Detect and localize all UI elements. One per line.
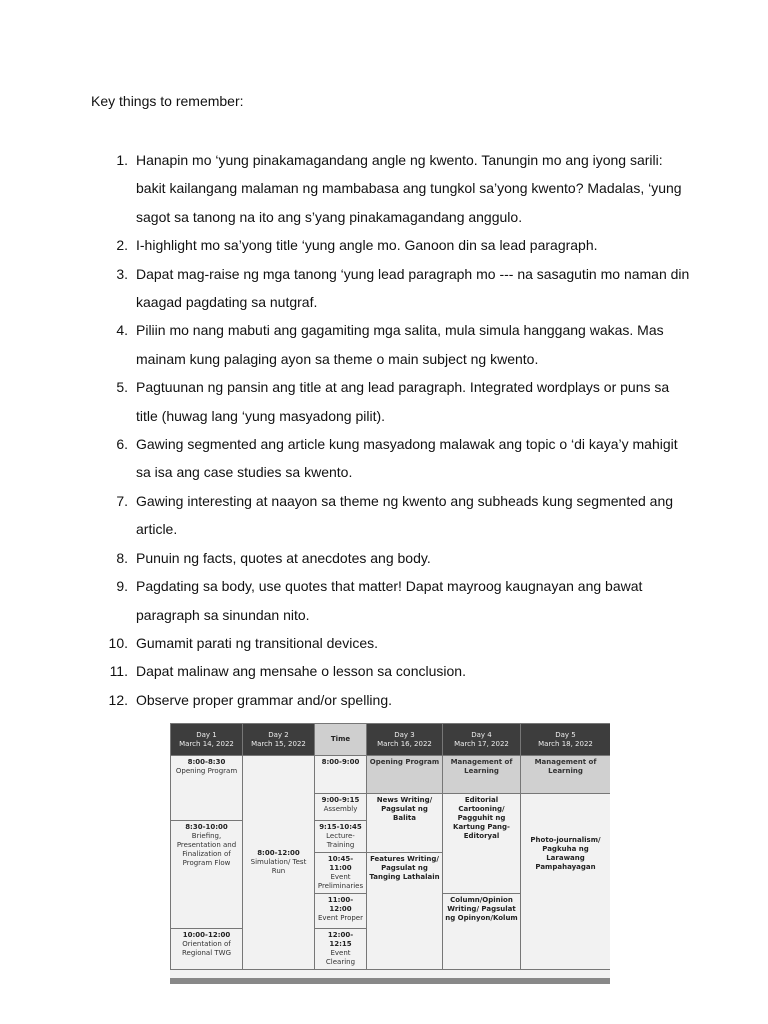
tip-item — [90, 146, 690, 231]
day5-management-cell: Management of Learning — [521, 756, 611, 794]
schedule-header-row — [171, 724, 611, 756]
tip-text-line: bakit kailangang malaman ng mambabasa ang tungkol sa’yong kwento? Madalas, ‘yung — [136, 180, 682, 197]
header-time: Time — [315, 724, 367, 756]
header-day4: Day 4 March 17, 2022 — [443, 724, 521, 756]
tip-item — [90, 629, 690, 657]
tip-text-line: paragraph sa sinundan nito. — [136, 606, 310, 623]
tip-text-line: article. — [136, 521, 178, 538]
tip-number: 11. — [109, 663, 128, 680]
time-cell: 11:00-12:00 Event Proper — [315, 894, 367, 929]
tip-text-line: Gumamit parati ng transitional devices. — [136, 634, 378, 651]
tip-text-line: sa isa ang case studies sa kwento. — [136, 464, 353, 481]
tip-text-line: Gawing segmented ang article kung masyadong malawak ang topic o ‘di kaya’y mahigit — [136, 436, 678, 453]
day1-briefing-cell: 8:30-10:00 Briefing, Presentation and Finalization of Program Flow — [171, 821, 243, 929]
header-day2: Day 2 March 15, 2022 — [243, 724, 315, 756]
tip-text-line: Pagdating sa body, use quotes that matter! Dapat mayroog kaugnayan ang bawat — [136, 578, 643, 595]
tip-text-line: title (huwag lang ‘yung masyadong pilit). — [136, 407, 386, 424]
day3-features-cell: Features Writing/ Pagsulat ng Tanging Lathalain — [367, 853, 443, 970]
header-day5: Day 5 March 18, 2022 — [521, 724, 611, 756]
tip-number: 12. — [108, 691, 128, 708]
tip-text-line: Piliin mo nang mabuti ang gagamiting mga salita, mula simula hanggang wakas. Mas — [136, 322, 664, 339]
day4-column-cell: Column/Opinion Writing/ Pagsulat ng Opinyon/Kolum — [443, 894, 521, 970]
day4-management-cell: Management of Learning — [443, 756, 521, 794]
tip-number: 4. — [116, 322, 128, 339]
tip-number: 3. — [116, 265, 128, 282]
page-heading: Key things to remember: — [91, 93, 244, 109]
header-day3: Day 3 March 16, 2022 — [367, 724, 443, 756]
image-bottom-strip — [170, 978, 610, 984]
day1-opening-cell: 8:00-8:30 Opening Program — [171, 756, 243, 821]
tip-text-line: Hanapin mo ‘yung pinakamagandang angle ng kwento. Tanungin mo ang iyong sarili: — [136, 152, 663, 168]
tip-item — [90, 686, 690, 714]
tip-number: 2. — [116, 237, 128, 254]
tip-number: 6. — [116, 436, 128, 453]
tip-number: 9. — [116, 578, 128, 595]
tip-text-line: Dapat malinaw ang mensahe o lesson sa conclusion. — [136, 663, 466, 680]
tip-item — [90, 231, 690, 259]
day3-opening-cell: Opening Program — [367, 756, 443, 794]
header-day1: Day 1 March 14, 2022 — [171, 724, 243, 756]
tip-text-line: mainam kung palaging ayon sa theme o main subject ng kwento. — [136, 350, 539, 367]
tip-item — [90, 572, 690, 629]
time-cell: 10:45-11:00 Event Preliminaries — [315, 853, 367, 894]
day3-news-cell: News Writing/ Pagsulat ng Balita — [367, 794, 443, 853]
tip-text-line: Pagtuunan ng pansin ang title at ang lead paragraph. Integrated wordplays or puns sa — [136, 379, 670, 396]
schedule-image — [170, 723, 610, 984]
tip-item — [90, 260, 690, 317]
day1-orientation-cell: 10:00-12:00 Orientation of Regional TWG — [171, 929, 243, 970]
tip-text-line: Dapat mag-raise ng mga tanong ‘yung lead paragraph mo --- na sasagutin mo naman din — [136, 265, 690, 282]
schedule-table — [170, 723, 610, 970]
tip-text-line: I-highlight mo sa’yong title ‘yung angle mo. Ganoon din sa lead paragraph. — [136, 237, 598, 254]
tip-item — [90, 487, 690, 544]
time-cell: 8:00-9:00 — [315, 756, 367, 794]
tip-text-line: sagot sa tanong na ito ang s’yang pinakamagandang anggulo. — [136, 208, 523, 225]
tips-list — [90, 146, 690, 714]
tip-item — [90, 657, 690, 685]
time-cell: 9:15-10:45 Lecture-Training — [315, 821, 367, 853]
tip-number: 8. — [116, 549, 128, 566]
tip-text-line: Punuin ng facts, quotes at anecdotes ang body. — [136, 549, 431, 566]
tip-number: 1. — [116, 152, 128, 168]
day4-editorial-cell: Editorial Cartooning/ Pagguhit ng Kartung Pang-Editoryal — [443, 794, 521, 894]
day2-cell: 8:00-12:00 Simulation/ Test Run — [243, 756, 315, 970]
tip-text-line: Observe proper grammar and/or spelling. — [136, 691, 393, 708]
tip-text-line: Gawing interesting at naayon sa theme ng kwento ang subheads kung segmented ang — [136, 492, 674, 509]
tip-text-line: kaagad pagdating sa nutgraf. — [136, 294, 318, 311]
tip-number: 10. — [108, 634, 128, 651]
tip-number: 5. — [116, 379, 128, 396]
time-cell: 12:00-12:15 Event Clearing — [315, 929, 367, 970]
time-cell: 9:00-9:15 Assembly — [315, 794, 367, 821]
tip-number: 7. — [116, 492, 128, 509]
tip-item — [90, 430, 690, 487]
tip-item — [90, 373, 690, 430]
tip-item — [90, 316, 690, 373]
day5-photo-cell: Photo-journalism/ Pagkuha ng Larawang Pampahayagan — [521, 794, 611, 970]
tip-item — [90, 544, 690, 572]
